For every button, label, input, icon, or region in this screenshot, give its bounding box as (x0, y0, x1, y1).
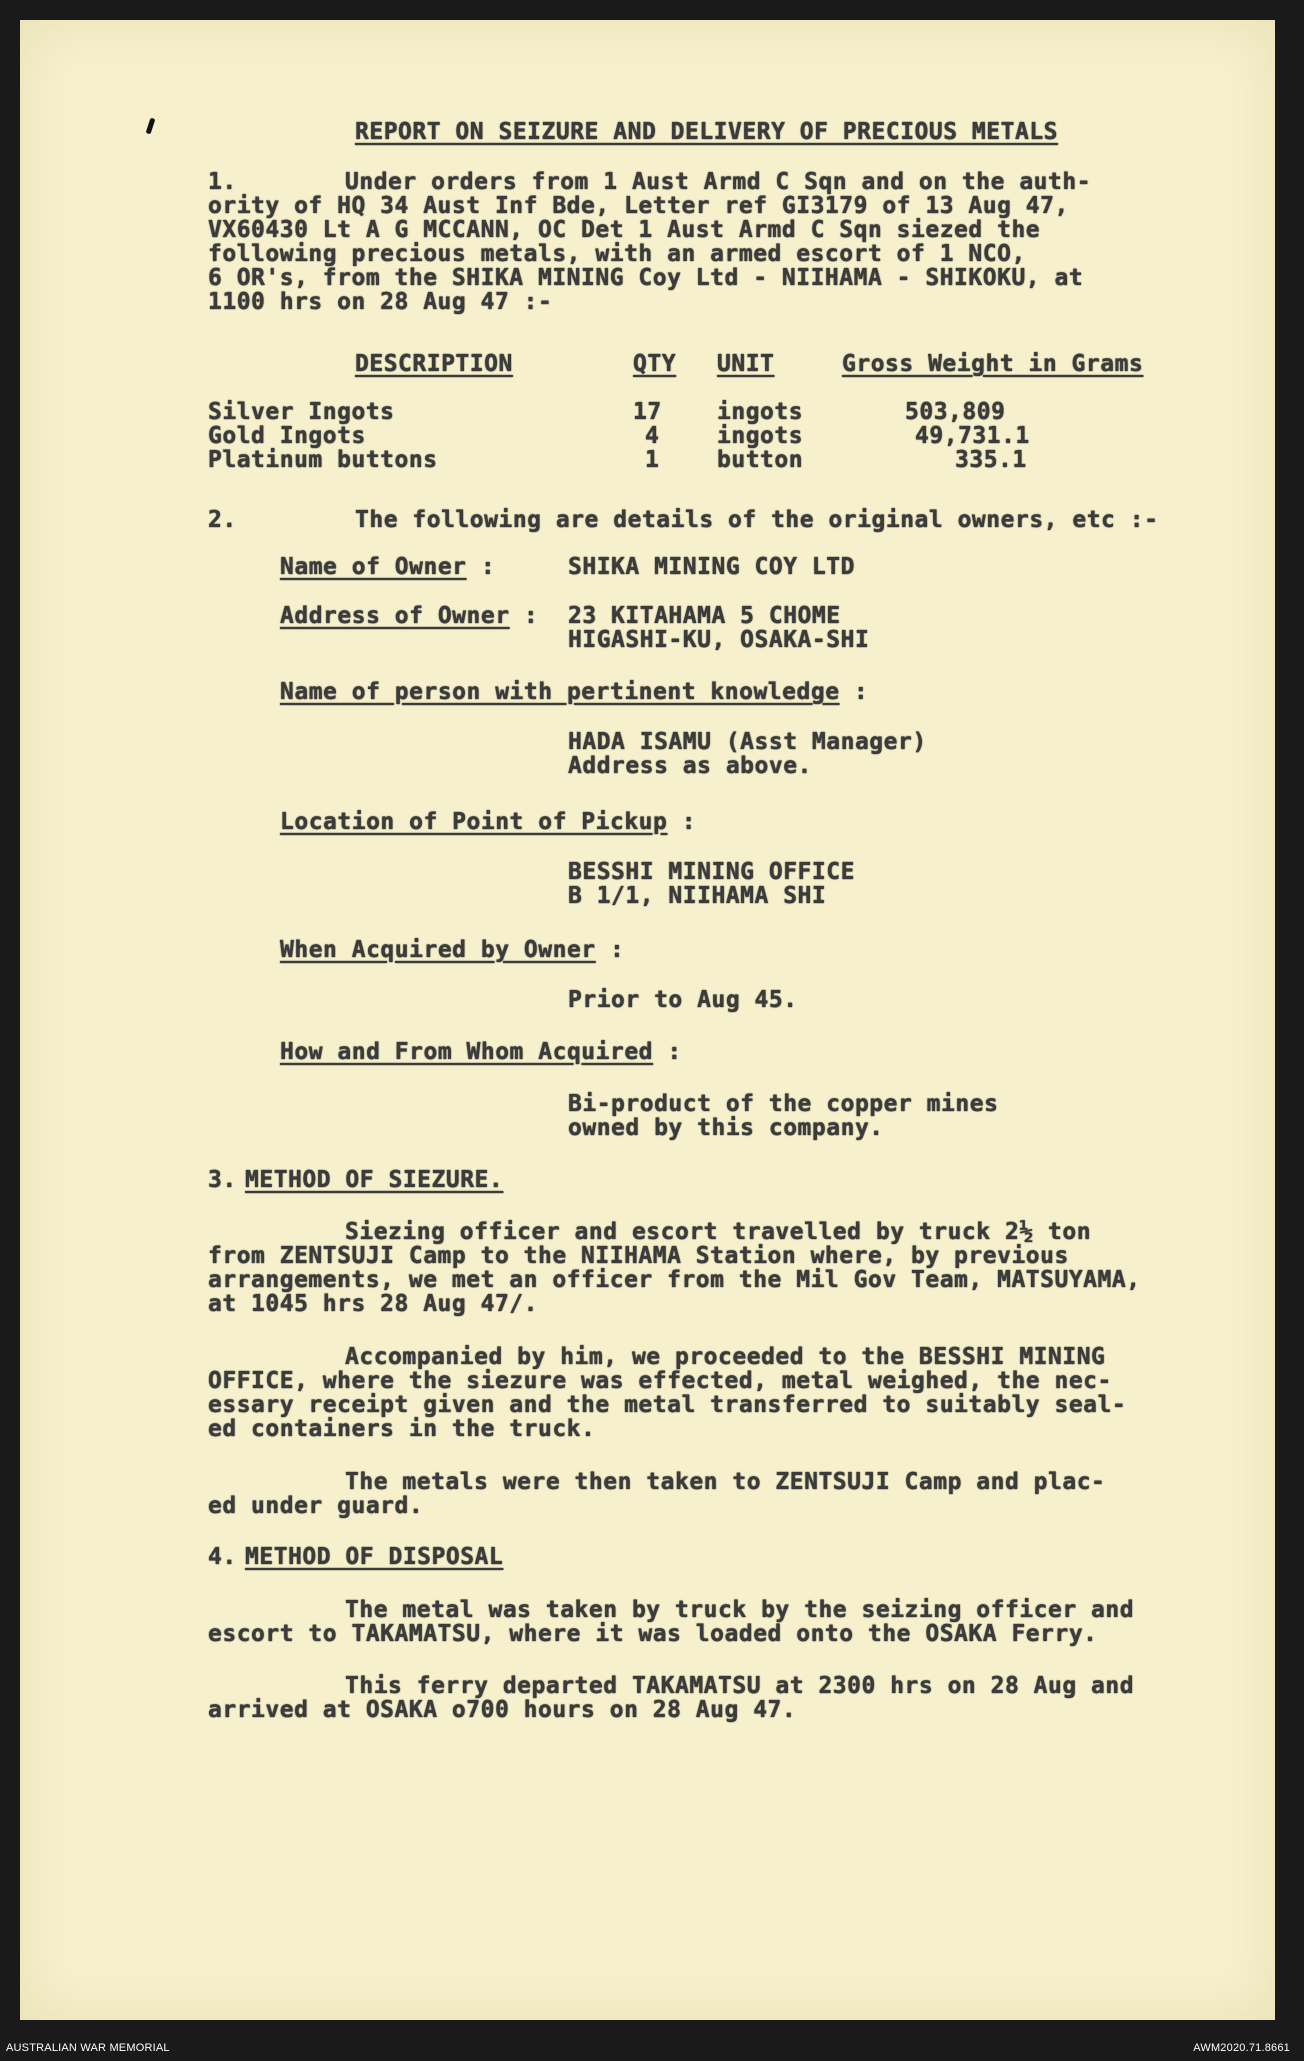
document-title: REPORT ON SEIZURE AND DELIVERY OF PRECIOUS METALS (355, 119, 1059, 145)
footer-source: AUSTRALIAN WAR MEMORIAL (6, 2042, 170, 2054)
para4-heading: METHOD OF DISPOSAL (245, 1544, 504, 1570)
owner-name-row: Name of Owner : (280, 554, 496, 580)
para4-text-line: The metal was taken by truck by the seizing officer and (345, 1597, 1135, 1623)
para3-text-line: essary receipt given and the metal transferred to suitably seal- (208, 1392, 1127, 1418)
table-header-qty: QTY (633, 351, 677, 377)
para1-line: VX60430 Lt A G MCCANN, OC Det 1 Aust Armd C Sqn siezed the (208, 217, 1041, 243)
footer-accession-number: AWM2020.71.8661 (1193, 2042, 1290, 2054)
para2-intro: The following are details of the original owners, etc :- (355, 507, 1159, 533)
para3-text-line: at 1045 hrs 28 Aug 47/. (208, 1291, 538, 1317)
para3-text-line: ed under guard. (208, 1493, 424, 1519)
table-header-unit: UNIT (717, 351, 775, 377)
location-row: Location of Point of Pickup : (280, 809, 697, 835)
para3-text-line: ed containers in the truck. (208, 1416, 596, 1442)
table-cell-weight: 503,809 (905, 399, 1006, 425)
how-line: Bi-product of the copper mines (568, 1091, 999, 1117)
table-cell-unit: ingots (717, 399, 804, 425)
table-cell-weight: 335.1 (955, 447, 1027, 473)
when-label: When Acquired by Owner (280, 937, 596, 963)
when-value: Prior to Aug 45. (568, 987, 798, 1013)
person-label: Name of person with pertinent knowledge (280, 679, 840, 705)
table-header-weight: Gross Weight in Grams (842, 351, 1144, 377)
para4-number: 4. (208, 1544, 237, 1570)
location-label: Location of Point of Pickup (280, 809, 668, 835)
owner-address-label: Address of Owner (280, 603, 510, 629)
para3-text-line: arrangements, we met an officer from the Mil Gov Team, MATSUYAMA, (208, 1267, 1141, 1293)
owner-address-line: HIGASHI-KU, OSAKA-SHI (568, 627, 870, 653)
how-line: owned by this company. (568, 1115, 884, 1141)
para3-text-line: Accompanied by him, we proceeded to the BESSHI MINING (345, 1344, 1106, 1370)
para1-line: following precious metals, with an armed escort of 1 NCO, (208, 241, 1026, 267)
para3-text-line: from ZENTSUJI Camp to the NIIHAMA Station where, by previous (208, 1243, 1069, 1269)
person-line: HADA ISAMU (Asst Manager) (568, 729, 927, 755)
para1-number: 1. (208, 169, 237, 195)
table-cell-unit: ingots (717, 423, 804, 449)
person-line: Address as above. (568, 753, 812, 779)
table-cell-description: Platinum buttons (208, 447, 438, 473)
table-cell-description: Silver Ingots (208, 399, 395, 425)
table-cell-qty: 17 (633, 399, 662, 425)
table-cell-qty: 1 (645, 447, 660, 473)
table-cell-weight: 49,731.1 (915, 423, 1030, 449)
owner-name-label: Name of Owner (280, 554, 467, 580)
para4-text-line: arrived at OSAKA o700 hours on 28 Aug 47. (208, 1697, 797, 1723)
para1-line: 1100 hrs on 28 Aug 47 :- (208, 289, 553, 315)
para4-text-line: This ferry departed TAKAMATSU at 2300 hrs on 28 Aug and (345, 1673, 1135, 1699)
para3-number: 3. (208, 1167, 237, 1193)
owner-address-row: Address of Owner : (280, 603, 539, 629)
table-cell-unit: button (717, 447, 804, 473)
para4-text-line: escort to TAKAMATSU, where it was loaded onto the OSAKA Ferry. (208, 1621, 1098, 1647)
para3-text-line: Siezing officer and escort travelled by truck 2½ ton (345, 1219, 1092, 1245)
owner-name-value: SHIKA MINING COY LTD (568, 554, 855, 580)
para1-line: Under orders from 1 Aust Armd C Sqn and on the auth- (345, 169, 1092, 195)
para1-line: ority of HQ 34 Aust Inf Bde, Letter ref GI3179 of 13 Aug 47, (208, 193, 1069, 219)
how-row: How and From Whom Acquired : (280, 1039, 682, 1065)
person-row: Name of person with pertinent knowledge : (280, 679, 869, 705)
para3-text-line: The metals were then taken to ZENTSUJI Camp and plac- (345, 1469, 1106, 1495)
table-cell-description: Gold Ingots (208, 423, 366, 449)
para3-text-line: OFFICE, where the siezure was effected, metal weighed, the nec- (208, 1368, 1112, 1394)
para1-line: 6 OR's, from the SHIKA MINING Coy Ltd - NIIHAMA - SHIKOKU, at (208, 265, 1084, 291)
owner-address-line: 23 KITAHAMA 5 CHOME (568, 603, 841, 629)
table-header-description: DESCRIPTION (355, 351, 513, 377)
when-row: When Acquired by Owner : (280, 937, 625, 963)
para3-heading: METHOD OF SIEZURE. (245, 1167, 504, 1193)
table-cell-qty: 4 (645, 423, 660, 449)
how-label: How and From Whom Acquired (280, 1039, 654, 1065)
location-line: BESSHI MINING OFFICE (568, 859, 855, 885)
para2-number: 2. (208, 507, 237, 533)
location-line: B 1/1, NIIHAMA SHI (568, 883, 827, 909)
